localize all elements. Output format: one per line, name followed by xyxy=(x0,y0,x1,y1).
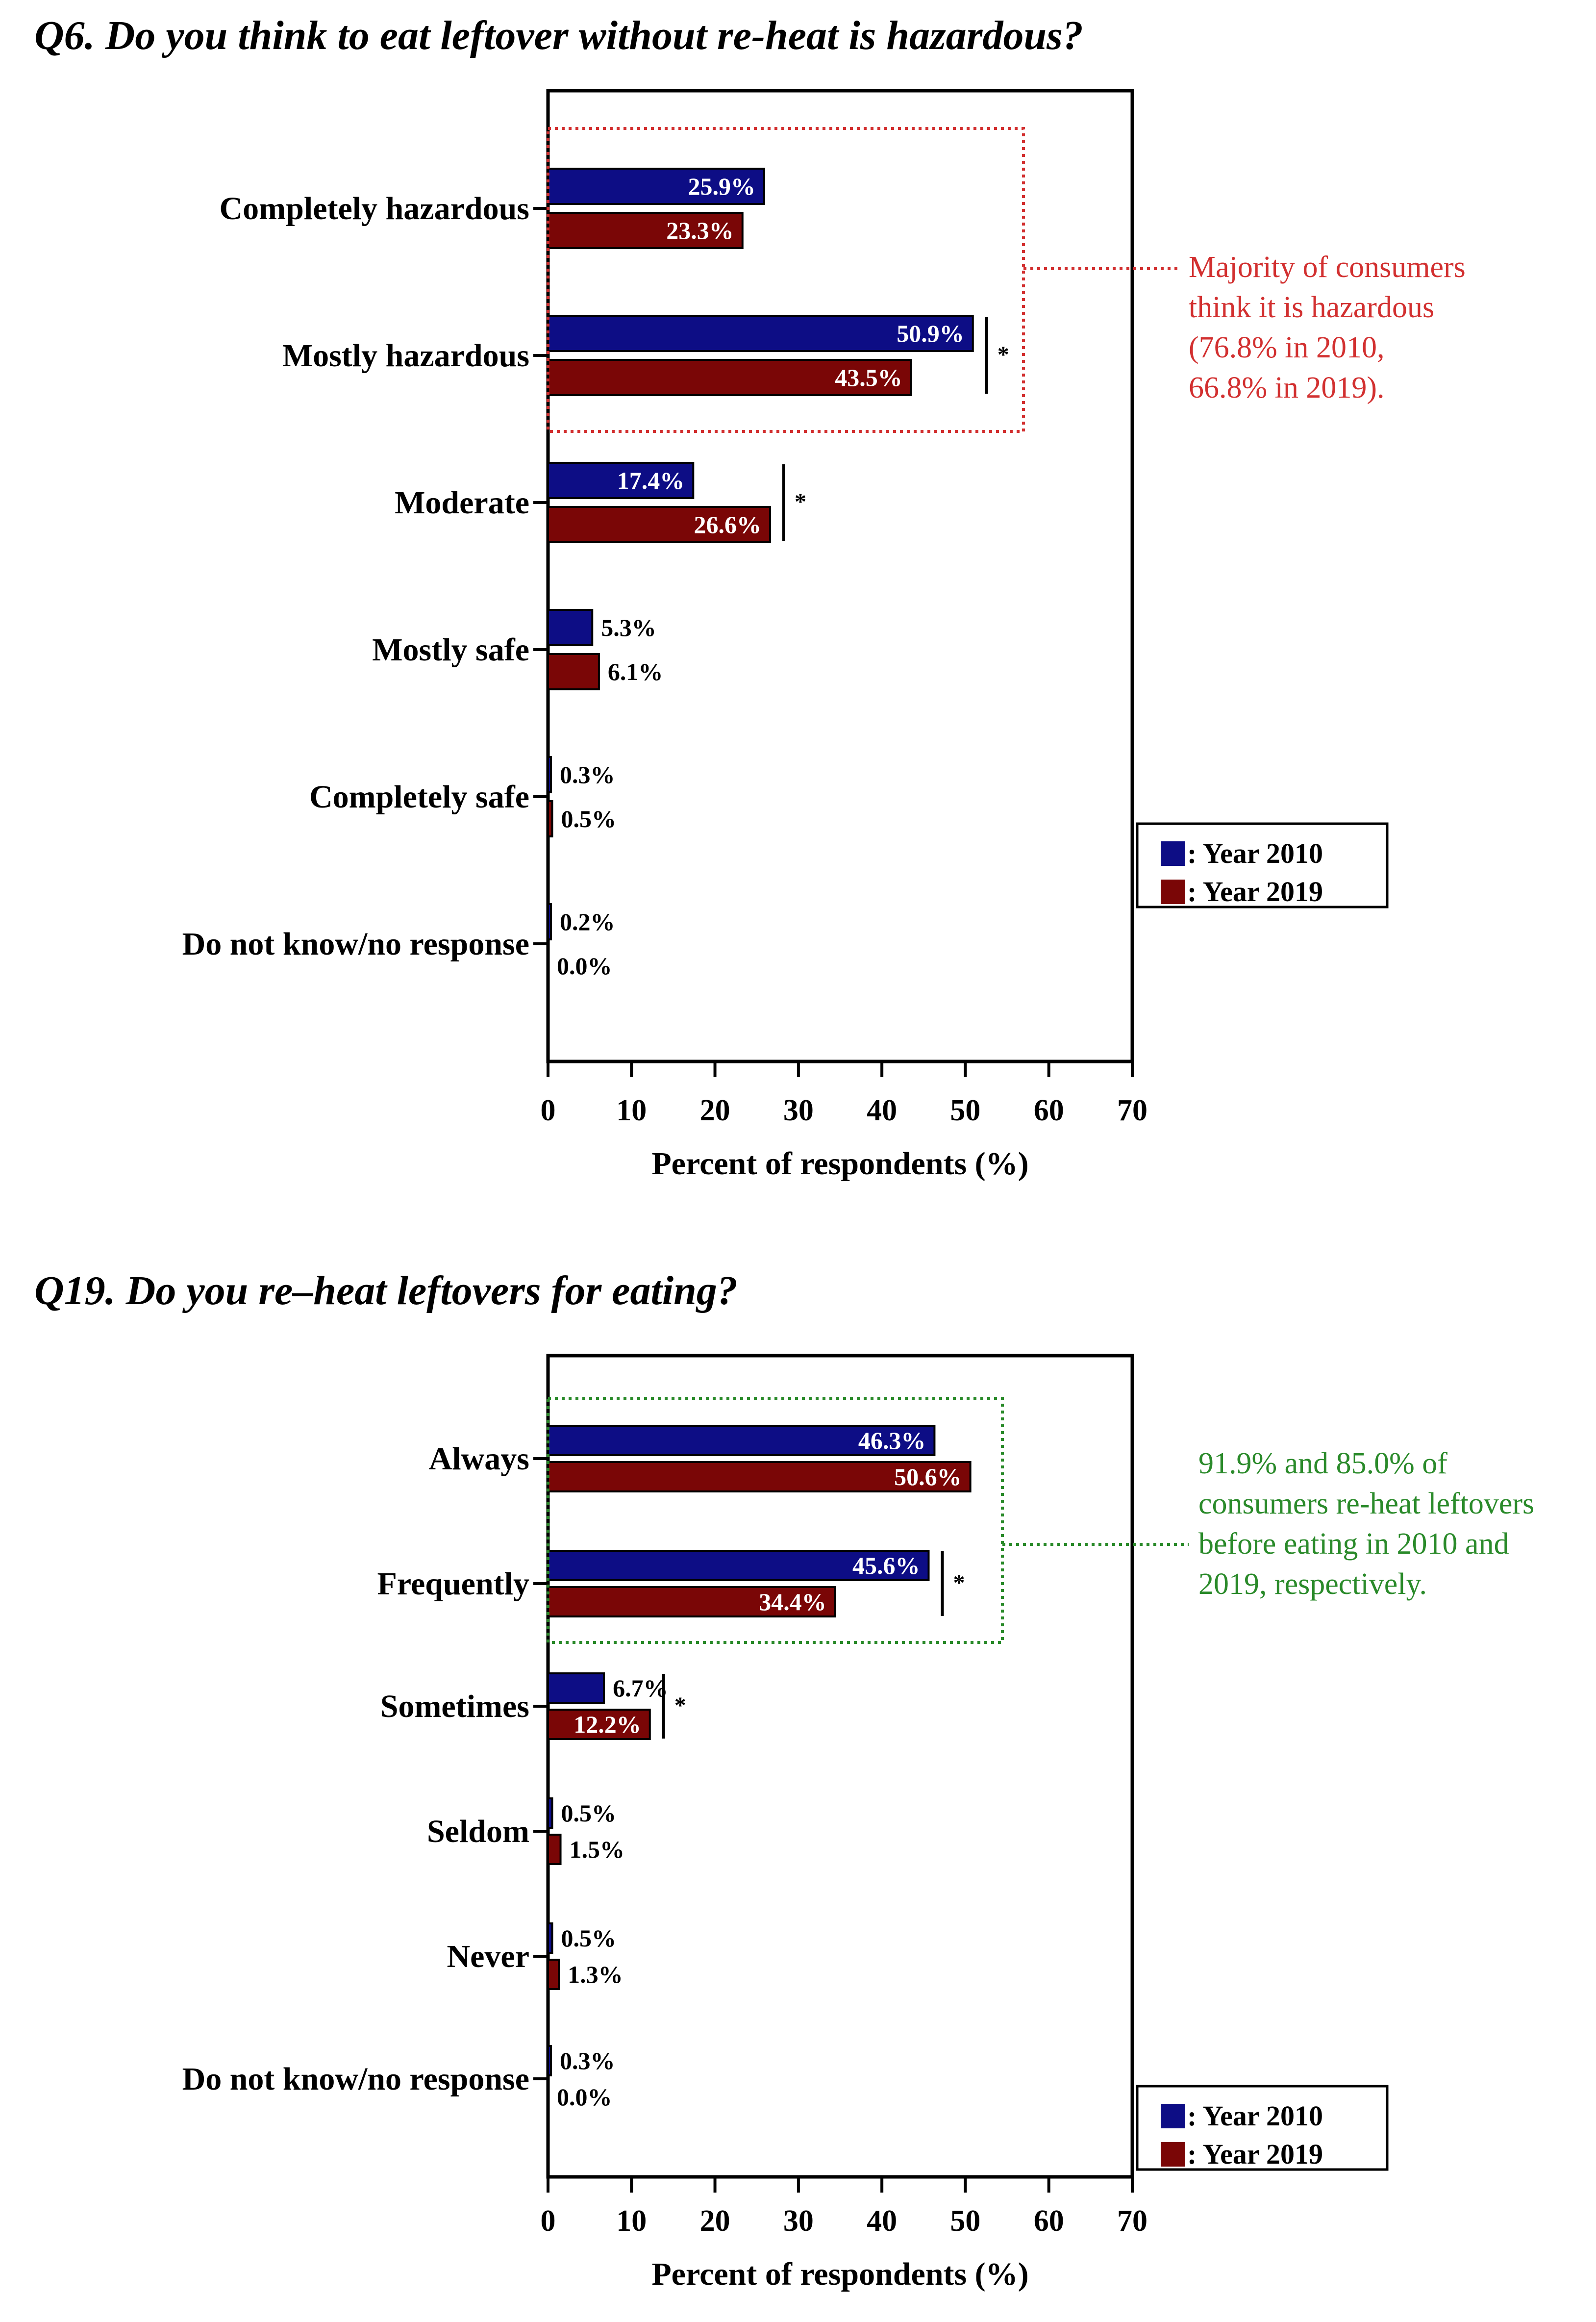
annotation-text: 66.8% in 2019). xyxy=(1189,371,1385,404)
category-label: Moderate xyxy=(395,485,529,521)
data-label: 50.9% xyxy=(897,320,964,347)
data-label: 0.5% xyxy=(561,1924,617,1952)
x-tick-label: 40 xyxy=(867,2204,898,2238)
x-tick-label: 50 xyxy=(950,1094,981,1127)
category-label: Frequently xyxy=(377,1566,529,1602)
bar-2010 xyxy=(548,1798,552,1828)
x-tick-label: 0 xyxy=(540,1094,556,1127)
x-tick-label: 50 xyxy=(950,2204,981,2238)
x-tick-label: 30 xyxy=(783,2204,814,2238)
significance-star: * xyxy=(794,489,806,515)
bar-2010 xyxy=(548,904,551,939)
data-label: 5.3% xyxy=(601,614,656,641)
bar-2010 xyxy=(548,2046,551,2075)
x-axis-title: Percent of respondents (%) xyxy=(651,1146,1029,1182)
x-tick-label: 40 xyxy=(867,1094,898,1127)
category-label: Do not know/no response xyxy=(182,2061,529,2097)
x-axis-title: Percent of respondents (%) xyxy=(651,2256,1029,2292)
annotation-text: think it is hazardous xyxy=(1189,291,1435,324)
data-label: 0.5% xyxy=(561,1799,617,1827)
legend-swatch-2010 xyxy=(1161,841,1185,866)
annotation-text: (76.8% in 2010, xyxy=(1189,331,1385,364)
chart-panel-1 xyxy=(34,13,1466,1182)
bar-2019 xyxy=(548,1960,559,1989)
x-tick-label: 10 xyxy=(616,1094,647,1127)
data-label: 50.6% xyxy=(894,1463,962,1490)
data-label: 6.7% xyxy=(613,1674,668,1702)
data-label: 0.0% xyxy=(557,2083,612,2111)
data-label: 25.9% xyxy=(688,173,756,200)
data-label: 0.3% xyxy=(560,2047,615,2074)
chart-title: Q6. Do you think to eat leftover without re-heat is hazardous? xyxy=(34,13,1083,58)
legend-label: : Year 2019 xyxy=(1187,876,1323,908)
legend-swatch-2010 xyxy=(1161,2104,1185,2128)
category-label: Completely hazardous xyxy=(219,191,529,227)
data-label: 1.3% xyxy=(568,1961,623,1988)
annotation-text: before eating in 2010 and xyxy=(1198,1527,1509,1561)
x-tick-label: 60 xyxy=(1033,1094,1064,1127)
legend-label: : Year 2010 xyxy=(1187,837,1323,869)
category-label: Do not know/no response xyxy=(182,926,529,962)
data-label: 6.1% xyxy=(607,658,663,685)
annotation-text: consumers re-heat leftovers xyxy=(1198,1487,1535,1520)
legend-label: : Year 2010 xyxy=(1187,2100,1323,2132)
bar-2010 xyxy=(548,610,592,645)
legend-swatch-2019 xyxy=(1161,880,1185,904)
category-label: Mostly hazardous xyxy=(282,338,529,374)
legend-swatch-2019 xyxy=(1161,2142,1185,2167)
data-label: 23.3% xyxy=(666,217,734,244)
significance-star: * xyxy=(674,1692,686,1718)
annotation-text: 2019, respectively. xyxy=(1198,1567,1427,1601)
x-tick-label: 70 xyxy=(1117,1094,1147,1127)
bar-2010 xyxy=(548,1673,604,1703)
data-label: 0.5% xyxy=(561,805,617,833)
x-tick-label: 20 xyxy=(699,1094,730,1127)
x-tick-label: 60 xyxy=(1033,2204,1064,2238)
x-tick-label: 20 xyxy=(699,2204,730,2238)
x-tick-label: 30 xyxy=(783,1094,814,1127)
annotation-text: Majority of consumers xyxy=(1189,251,1466,284)
bar-2019 xyxy=(548,654,599,689)
category-label: Completely safe xyxy=(309,779,529,815)
legend-label: : Year 2019 xyxy=(1187,2138,1323,2170)
data-label: 46.3% xyxy=(858,1427,926,1454)
data-label: 0.2% xyxy=(560,908,615,935)
bar-2010 xyxy=(548,1923,552,1953)
legend xyxy=(1137,2086,1387,2170)
data-label: 12.2% xyxy=(574,1711,641,1738)
significance-star: * xyxy=(953,1570,965,1596)
significance-star: * xyxy=(997,342,1009,368)
data-label: 43.5% xyxy=(835,364,902,391)
data-label: 17.4% xyxy=(617,467,685,494)
data-label: 45.6% xyxy=(852,1552,920,1579)
bar-2019 xyxy=(548,801,552,836)
data-label: 0.3% xyxy=(560,761,615,788)
x-tick-label: 0 xyxy=(540,2204,556,2238)
category-label: Mostly safe xyxy=(372,632,529,668)
chart-panel-2 xyxy=(34,1268,1534,2292)
annotation-text: 91.9% and 85.0% of xyxy=(1198,1447,1447,1480)
category-label: Seldom xyxy=(426,1814,529,1849)
legend xyxy=(1137,824,1387,908)
x-tick-label: 10 xyxy=(616,2204,647,2238)
bar-2019 xyxy=(548,1835,561,1864)
data-label: 26.6% xyxy=(694,511,761,538)
category-label: Always xyxy=(428,1441,529,1477)
chart-title: Q19. Do you re–heat leftovers for eating? xyxy=(34,1268,738,1313)
data-label: 0.0% xyxy=(557,952,612,980)
data-label: 1.5% xyxy=(569,1836,625,1863)
category-label: Sometimes xyxy=(380,1689,529,1724)
bar-2010 xyxy=(548,757,551,792)
x-tick-label: 70 xyxy=(1117,2204,1147,2238)
data-label: 34.4% xyxy=(759,1588,826,1615)
category-label: Never xyxy=(447,1939,529,1974)
